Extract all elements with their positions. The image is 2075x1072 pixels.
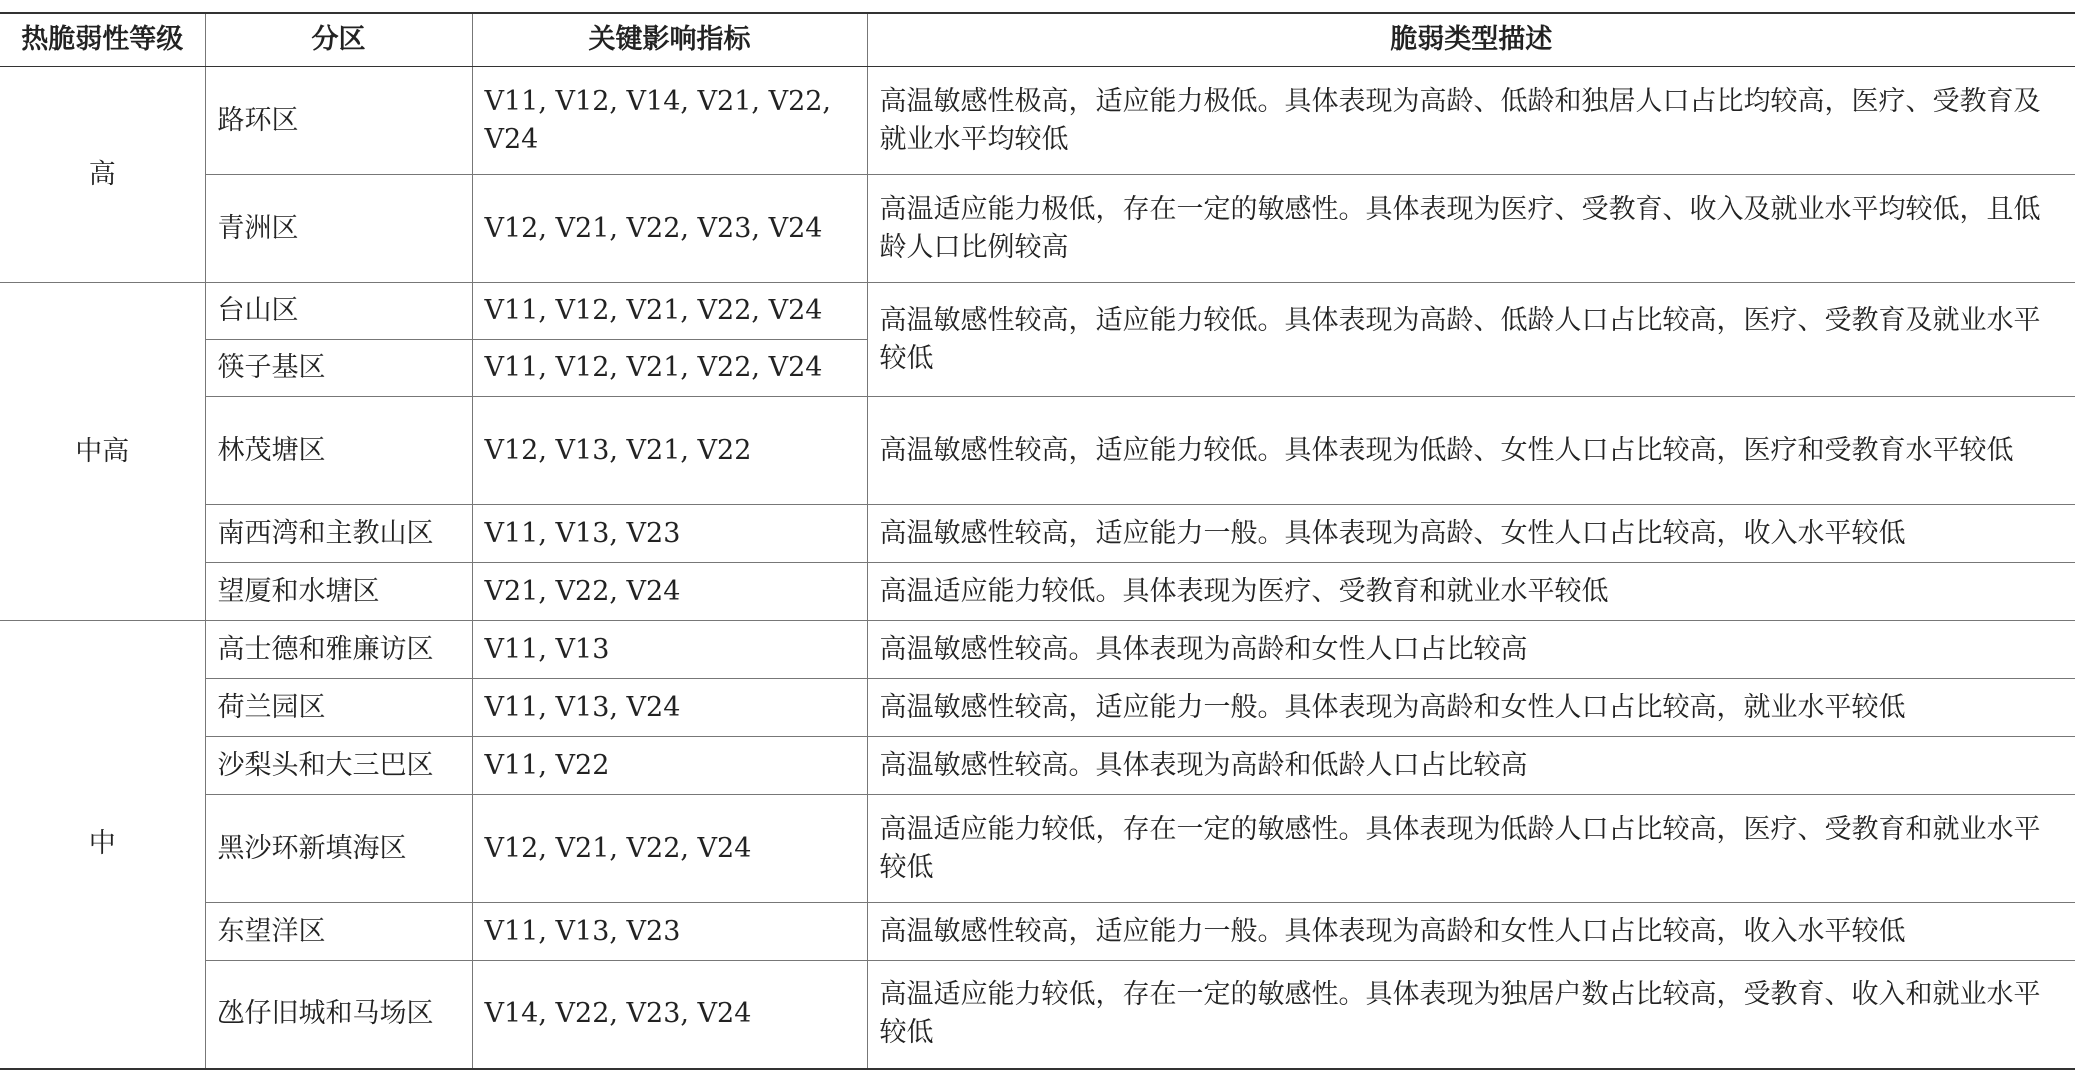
district-cell: 路环区 [205, 67, 472, 175]
district-cell: 高士德和雅廉访区 [205, 621, 472, 679]
district-cell: 荷兰园区 [205, 679, 472, 737]
indicators-cell: V21, V22, V24 [472, 563, 867, 621]
description-cell: 高温适应能力较低。具体表现为医疗、受教育和就业水平较低 [867, 563, 2075, 621]
header-description: 脆弱类型描述 [867, 13, 2075, 67]
description-cell: 高温适应能力较低，存在一定的敏感性。具体表现为低龄人口占比较高，医疗、受教育和就业水平较低 [867, 795, 2075, 903]
description-cell: 高温敏感性极高，适应能力极低。具体表现为高龄、低龄和独居人口占比均较高，医疗、受教育及就业水平均较低 [867, 67, 2075, 175]
description-cell: 高温敏感性较高，适应能力较低。具体表现为低龄、女性人口占比较高，医疗和受教育水平较低 [867, 397, 2075, 505]
indicators-cell: V11, V13, V23 [472, 903, 867, 961]
table-row [0, 563, 2075, 621]
table-row [0, 679, 2075, 737]
header-level: 热脆弱性等级 [0, 13, 205, 67]
indicators-cell: V12, V13, V21, V22 [472, 397, 867, 505]
indicators-cell: V11, V13, V23 [472, 505, 867, 563]
indicators-cell: V14, V22, V23, V24 [472, 961, 867, 1069]
level-cell: 中 [0, 621, 205, 1069]
table-row [0, 961, 2075, 1069]
description-cell: 高温敏感性较高，适应能力一般。具体表现为高龄、女性人口占比较高，收入水平较低 [867, 505, 2075, 563]
header-district: 分区 [205, 13, 472, 67]
indicators-cell: V11, V12, V14, V21, V22, V24 [472, 67, 867, 175]
district-cell: 林茂塘区 [205, 397, 472, 505]
district-cell: 青洲区 [205, 175, 472, 283]
description-cell: 高温适应能力极低，存在一定的敏感性。具体表现为医疗、受教育、收入及就业水平均较低，且低龄人口比例较高 [867, 175, 2075, 283]
table-row [0, 621, 2075, 679]
header-row [0, 13, 2075, 67]
level-cell: 高 [0, 67, 205, 283]
description-cell: 高温敏感性较高，适应能力一般。具体表现为高龄和女性人口占比较高，收入水平较低 [867, 903, 2075, 961]
table-row [0, 67, 2075, 175]
district-cell: 南西湾和主教山区 [205, 505, 472, 563]
description-cell: 高温敏感性较高。具体表现为高龄和低龄人口占比较高 [867, 737, 2075, 795]
district-cell: 台山区 [205, 283, 472, 340]
description-cell: 高温敏感性较高，适应能力较低。具体表现为高龄、低龄人口占比较高，医疗、受教育及就业水平较低 [867, 283, 2075, 397]
indicators-cell: V11, V12, V21, V22, V24 [472, 340, 867, 397]
vulnerability-table [0, 12, 2075, 1070]
district-cell: 筷子基区 [205, 340, 472, 397]
indicators-cell: V11, V13, V24 [472, 679, 867, 737]
table-row [0, 795, 2075, 903]
description-cell: 高温适应能力较低，存在一定的敏感性。具体表现为独居户数占比较高，受教育、收入和就业水平较低 [867, 961, 2075, 1069]
description-cell: 高温敏感性较高。具体表现为高龄和女性人口占比较高 [867, 621, 2075, 679]
indicators-cell: V12, V21, V22, V24 [472, 795, 867, 903]
description-cell: 高温敏感性较高，适应能力一般。具体表现为高龄和女性人口占比较高，就业水平较低 [867, 679, 2075, 737]
level-cell: 中高 [0, 283, 205, 621]
district-cell: 氹仔旧城和马场区 [205, 961, 472, 1069]
header-indicators: 关键影响指标 [472, 13, 867, 67]
district-cell: 东望洋区 [205, 903, 472, 961]
table-row [0, 737, 2075, 795]
indicators-cell: V12, V21, V22, V23, V24 [472, 175, 867, 283]
table-row [0, 283, 2075, 340]
district-cell: 望厦和水塘区 [205, 563, 472, 621]
table-row [0, 175, 2075, 283]
indicators-cell: V11, V13 [472, 621, 867, 679]
table-row [0, 505, 2075, 563]
table-row [0, 903, 2075, 961]
indicators-cell: V11, V12, V21, V22, V24 [472, 283, 867, 340]
indicators-cell: V11, V22 [472, 737, 867, 795]
district-cell: 沙梨头和大三巴区 [205, 737, 472, 795]
district-cell: 黑沙环新填海区 [205, 795, 472, 903]
table-row [0, 397, 2075, 505]
